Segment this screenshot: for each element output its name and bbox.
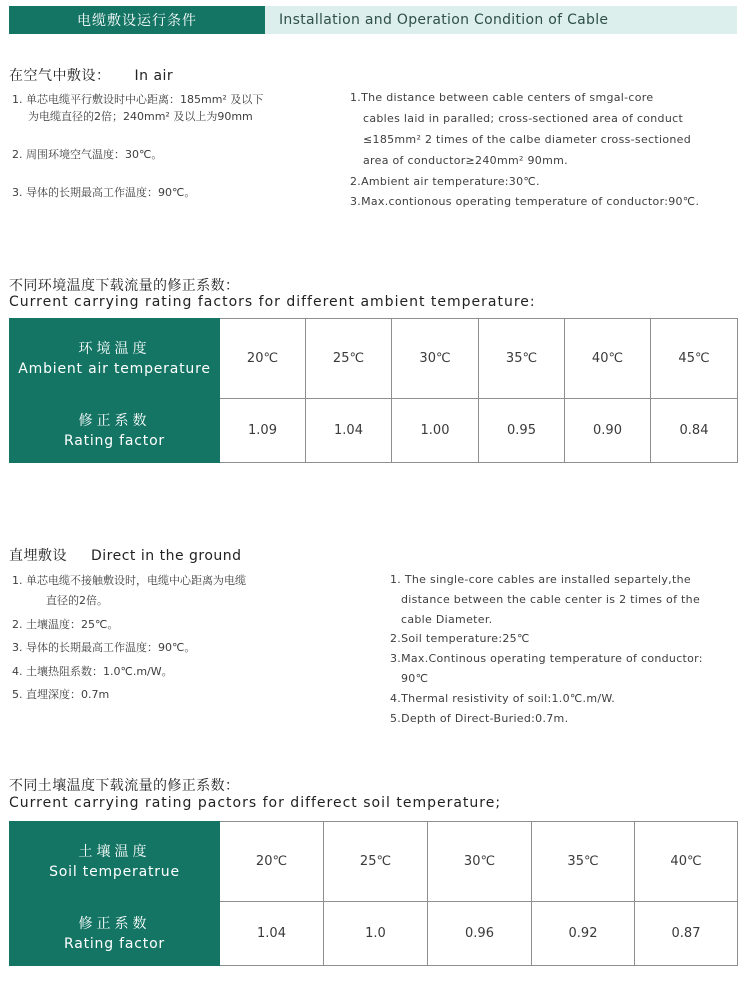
factor-cell: 1.00 <box>392 399 479 463</box>
section-title-zh: 在空气中敷设： <box>9 68 111 84</box>
ground-zh-item-4: 4. 土壤热阻系数：1.0℃.m/W。 <box>12 665 173 678</box>
ground-zh-item-1-cont: 直径的2倍。 <box>46 594 108 607</box>
air-en-item-1-cont2: ≤185mm² 2 times of the calbe diameter cross-sectioned <box>363 133 691 146</box>
ground-zh-item-1: 1. 单芯电缆不接触敷设时，电缆中心距离为电缆 <box>12 574 246 587</box>
air-en-item-3: 3.Max.contionous operating temperature of conductor:90℃. <box>350 195 700 208</box>
air-en-item-1-cont: cables laid in paralled; cross-sectioned area of conduct <box>363 112 684 125</box>
ground-zh-item-2: 2. 土壤温度：25℃。 <box>12 618 119 631</box>
factor-cell: 1.0 <box>324 902 428 966</box>
row-header-zh: 修正系数 <box>78 412 151 429</box>
section-title-direct-ground <box>9 545 242 565</box>
row-header <box>10 902 220 966</box>
factor-cell: 1.09 <box>220 399 306 463</box>
ground-zh-item-3: 3. 导体的长期最高工作温度：90℃。 <box>12 641 196 654</box>
factor-cell: 0.96 <box>428 902 532 966</box>
section-title-en: Direct in the ground <box>91 548 242 564</box>
section-title-zh: 直埋敷设 <box>9 548 67 564</box>
row-header-en: Rating factor <box>63 432 165 449</box>
temperature-cell: 40℃ <box>565 319 651 399</box>
temperature-cell: 25℃ <box>306 319 392 399</box>
ground-en-item-5: 5.Depth of Direct-Buried:0.7m. <box>390 712 569 725</box>
factor-cell: 0.92 <box>532 902 635 966</box>
air-table-title-zh: 不同环境温度下载流量的修正系数： <box>9 278 240 294</box>
temperature-cell: 35℃ <box>479 319 565 399</box>
factor-cell: 0.87 <box>635 902 738 966</box>
temperature-cell: 30℃ <box>392 319 479 399</box>
header-title-en: Installation and Operation Condition of Cable <box>265 6 737 34</box>
row-header-zh: 环境温度 <box>78 340 151 357</box>
row-header <box>10 399 220 463</box>
row-header-zh: 修正系数 <box>78 915 151 932</box>
section-title-in-air <box>9 65 173 85</box>
temperature-cell: 45℃ <box>651 319 738 399</box>
temperature-cell: 30℃ <box>428 822 532 902</box>
ground-en-item-1-cont: distance between the cable center is 2 times of the <box>401 593 701 606</box>
ground-en-item-1-cont2: cable Diameter. <box>401 613 493 626</box>
air-en-item-1: 1.The distance between cable centers of smgal-core <box>350 91 654 104</box>
air-zh-item-1-cont: 为电缆直径的2倍；240mm² 及以上为90mm <box>28 110 253 123</box>
section-title-en: In air <box>134 68 174 84</box>
row-header <box>10 822 220 902</box>
air-table-title-en: Current carrying rating factors for different ambient temperature: <box>9 294 536 310</box>
factor-cell: 0.84 <box>651 399 738 463</box>
temperature-cell: 20℃ <box>220 319 306 399</box>
air-zh-item-1: 1. 单芯电缆平行敷设时中心距离：185mm² 及以下 <box>12 93 264 106</box>
factor-cell: 1.04 <box>306 399 392 463</box>
air-zh-item-2: 2. 周围环境空气温度：30℃。 <box>12 148 163 161</box>
row-header-zh: 土壤温度 <box>78 843 151 860</box>
ground-en-item-3: 3.Max.Continous operating temperature of conductor: <box>390 652 703 665</box>
ground-en-item-4: 4.Thermal resistivity of soil:1.0℃.m/W. <box>390 692 616 705</box>
table-row <box>10 822 738 902</box>
temperature-cell: 25℃ <box>324 822 428 902</box>
row-header-en: Rating factor <box>63 935 165 952</box>
table-row <box>10 319 738 399</box>
factor-cell: 0.90 <box>565 399 651 463</box>
soil-rating-table <box>9 821 738 966</box>
ground-en-item-3-cont: 90℃ <box>401 672 429 685</box>
temperature-cell: 20℃ <box>220 822 324 902</box>
table-row <box>10 399 738 463</box>
header-title-zh: 电缆敷设运行条件 <box>9 6 265 34</box>
soil-table-title-zh: 不同土壤温度下载流量的修正系数： <box>9 778 240 794</box>
temperature-cell: 40℃ <box>635 822 738 902</box>
row-header-en: Ambient air temperature <box>18 360 211 377</box>
row-header-en: Soil temperatrue <box>49 863 180 880</box>
soil-table-title-en: Current carrying rating pactors for differect soil temperature; <box>9 795 502 811</box>
table-row <box>10 902 738 966</box>
factor-cell: 0.95 <box>479 399 565 463</box>
ambient-rating-table <box>9 318 738 463</box>
air-en-item-2: 2.Ambient air temperature:30℃. <box>350 175 540 188</box>
ground-zh-item-5: 5. 直埋深度：0.7m <box>12 688 110 701</box>
factor-cell: 1.04 <box>220 902 324 966</box>
row-header <box>10 319 220 399</box>
ground-en-item-1: 1. The single-core cables are installed separtely,the <box>390 573 691 586</box>
ground-en-item-2: 2.Soil temperature:25℃ <box>390 632 530 645</box>
page-header <box>9 6 737 34</box>
air-en-item-1-cont3: area of conductor≥240mm² 90mm. <box>363 154 568 167</box>
air-zh-item-3: 3. 导体的长期最高工作温度：90℃。 <box>12 186 196 199</box>
temperature-cell: 35℃ <box>532 822 635 902</box>
